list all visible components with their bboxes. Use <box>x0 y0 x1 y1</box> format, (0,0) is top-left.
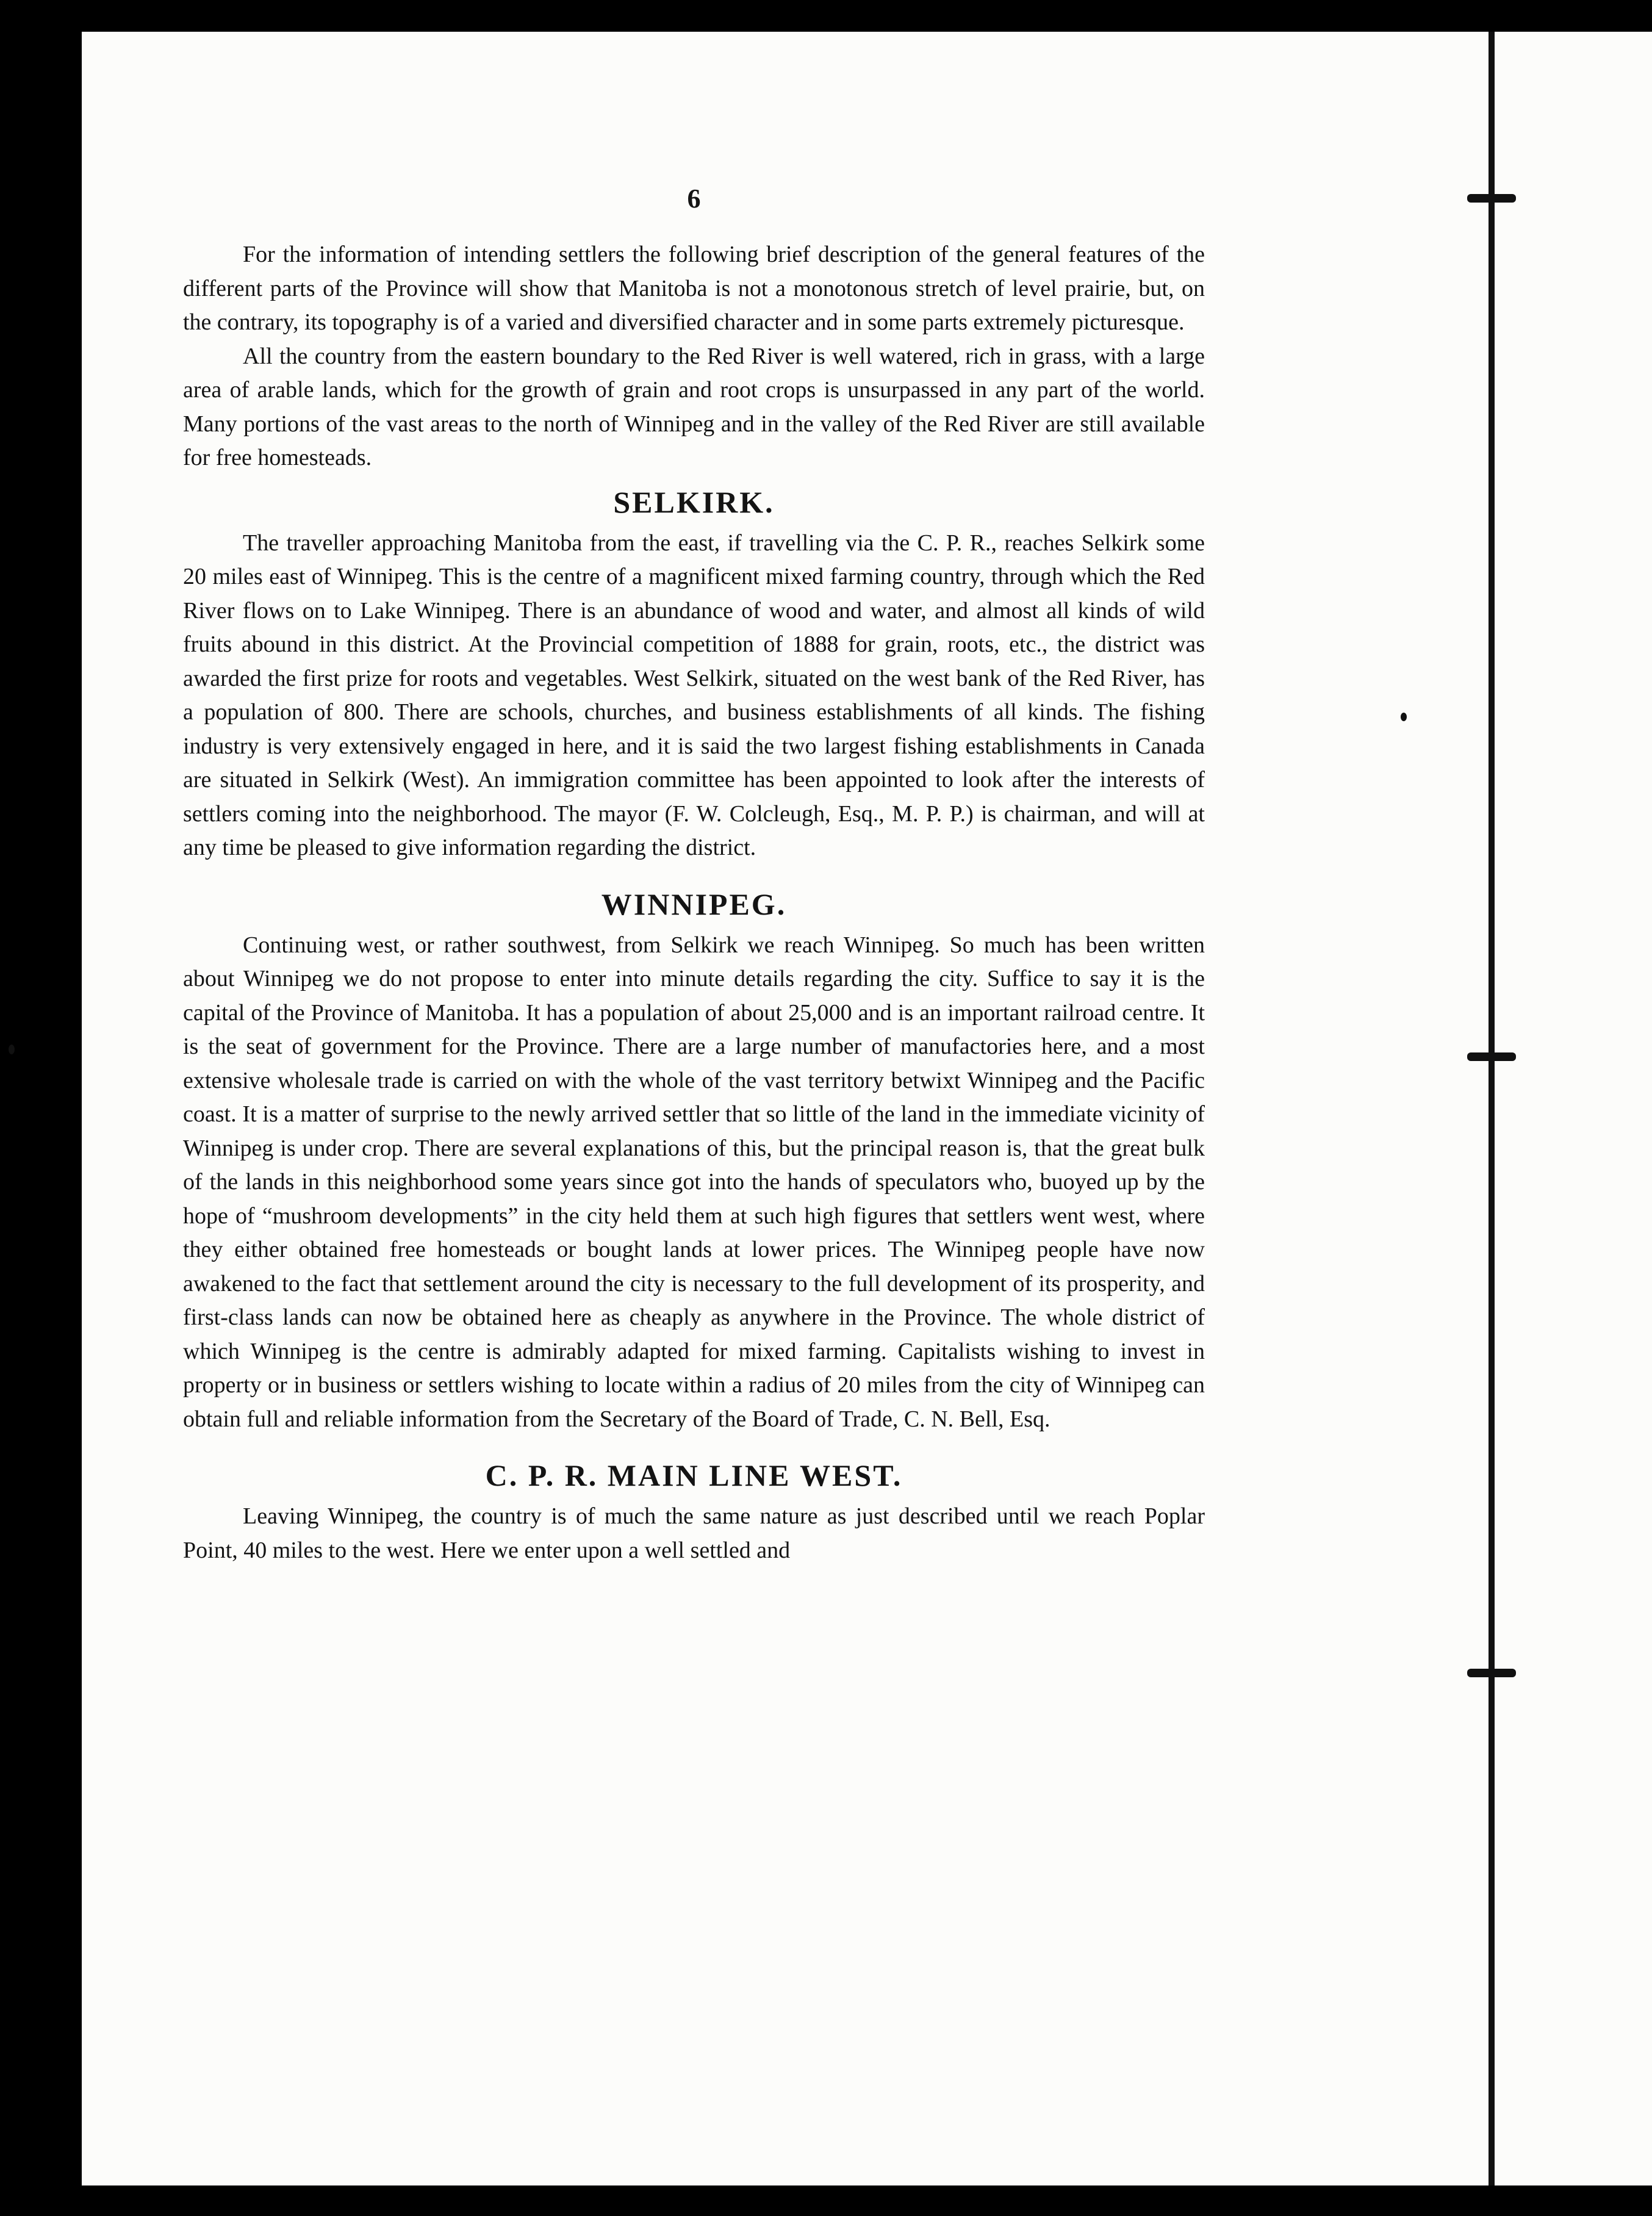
section-heading-selkirk: SELKIRK. <box>613 484 775 519</box>
section-heading-cpr-main-line: C. P. R. MAIN LINE WEST. <box>485 1458 903 1492</box>
cpr-paragraph: Leaving Winnipeg, the country is of much the same nature as just described until we reach Poplar Point, 40 miles to the west. Here we enter upon a well settled and <box>183 1503 1205 1563</box>
selkirk-paragraph: The traveller approaching Manitoba from the east, if travelling via the C. P. R., reaches Selkirk some 20 miles east of Winnipeg. This is the centre of a magnificent mixed farming country, through which the Red River flows on to Lake Winnipeg. There is an abundance of wood and water, and almost all kinds of wild fruits abound in this district. At the Provincial competition of 1888 for grain, roots, etc., the district was awarded the first prize for roots and vegetables. West Selkirk, situated on the west bank of the Red River, has a population of 800. There are schools, churches, and business establishments of all kinds. The fishing industry is very extensively engaged in here, and it is said the two largest fishing establishments in Canada are situated in Selkirk (West). An immigration committee has been appointed to look after the interests of settlers coming into the neighborhood. The mayor (F. W. Colcleugh, Esq., M. P. P.) is chairman, and will at any time be pleased to give information regarding the district. <box>183 530 1205 860</box>
binding-stitch <box>1467 1669 1516 1677</box>
ink-speck <box>9 1045 15 1054</box>
binding-stitch <box>1467 194 1516 203</box>
binding-stitch <box>1467 1052 1516 1061</box>
section-heading-winnipeg: WINNIPEG. <box>601 887 787 921</box>
page-number: 6 <box>687 184 701 214</box>
document-body <box>183 183 1205 1977</box>
intro-paragraph: For the information of intending settlers the following brief description of the general features of the different parts of the Province will show that Manitoba is not a monotonous stretch of level prairie, but, on the contrary, its topography is of a varied and diversified character and in some parts extremely picturesque. <box>183 242 1205 335</box>
intro-paragraph: All the country from the eastern boundary to the Red River is well watered, rich in grass, with a large area of arable lands, which for the growth of grain and root crops is unsurpassed in any part of the world. Many portions of the vast areas to the north of Winnipeg and in the valley of the Red River are still available for free homesteads. <box>183 343 1205 470</box>
ink-speck <box>1401 713 1407 721</box>
winnipeg-paragraph: Continuing west, or rather southwest, from Selkirk we reach Winnipeg. So much has been written about Winnipeg we do not propose to enter into minute details regarding the city. Suffice to say it is the capital of the Province of Manitoba. It has a population of about 25,000 and is an important railroad centre. It is the seat of government for the Province. There are a large number of manufactories here, and a most extensive wholesale trade is carried on with the whole of the vast territory betwixt Winnipeg and the Pacific coast. It is a matter of surprise to the newly arrived settler that so little of the land in the immediate vicinity of Winnipeg is under crop. There are several explanations of this, but the principal reason is, that the great bulk of the lands in this neighborhood some years since got into the hands of speculators who, buoyed up by the hope of “mushroom developments” in the city held them at such high figures that settlers went west, where they either obtained free homesteads or bought lands at lower prices. The Winnipeg people have now awakened to the fact that settlement around the city is necessary to the full development of its prosperity, and first-class lands can now be obtained here as cheaply as anywhere in the Province. The whole district of which Winnipeg is the centre is admirably adapted for mixed farming. Capitalists wishing to invest in property or in business or settlers wishing to locate within a radius of 20 miles from the city of Winnipeg can obtain full and reliable information from the Secretary of the Board of Trade, C. N. Bell, Esq. <box>183 932 1205 1432</box>
binding-spine <box>1489 32 1495 2185</box>
